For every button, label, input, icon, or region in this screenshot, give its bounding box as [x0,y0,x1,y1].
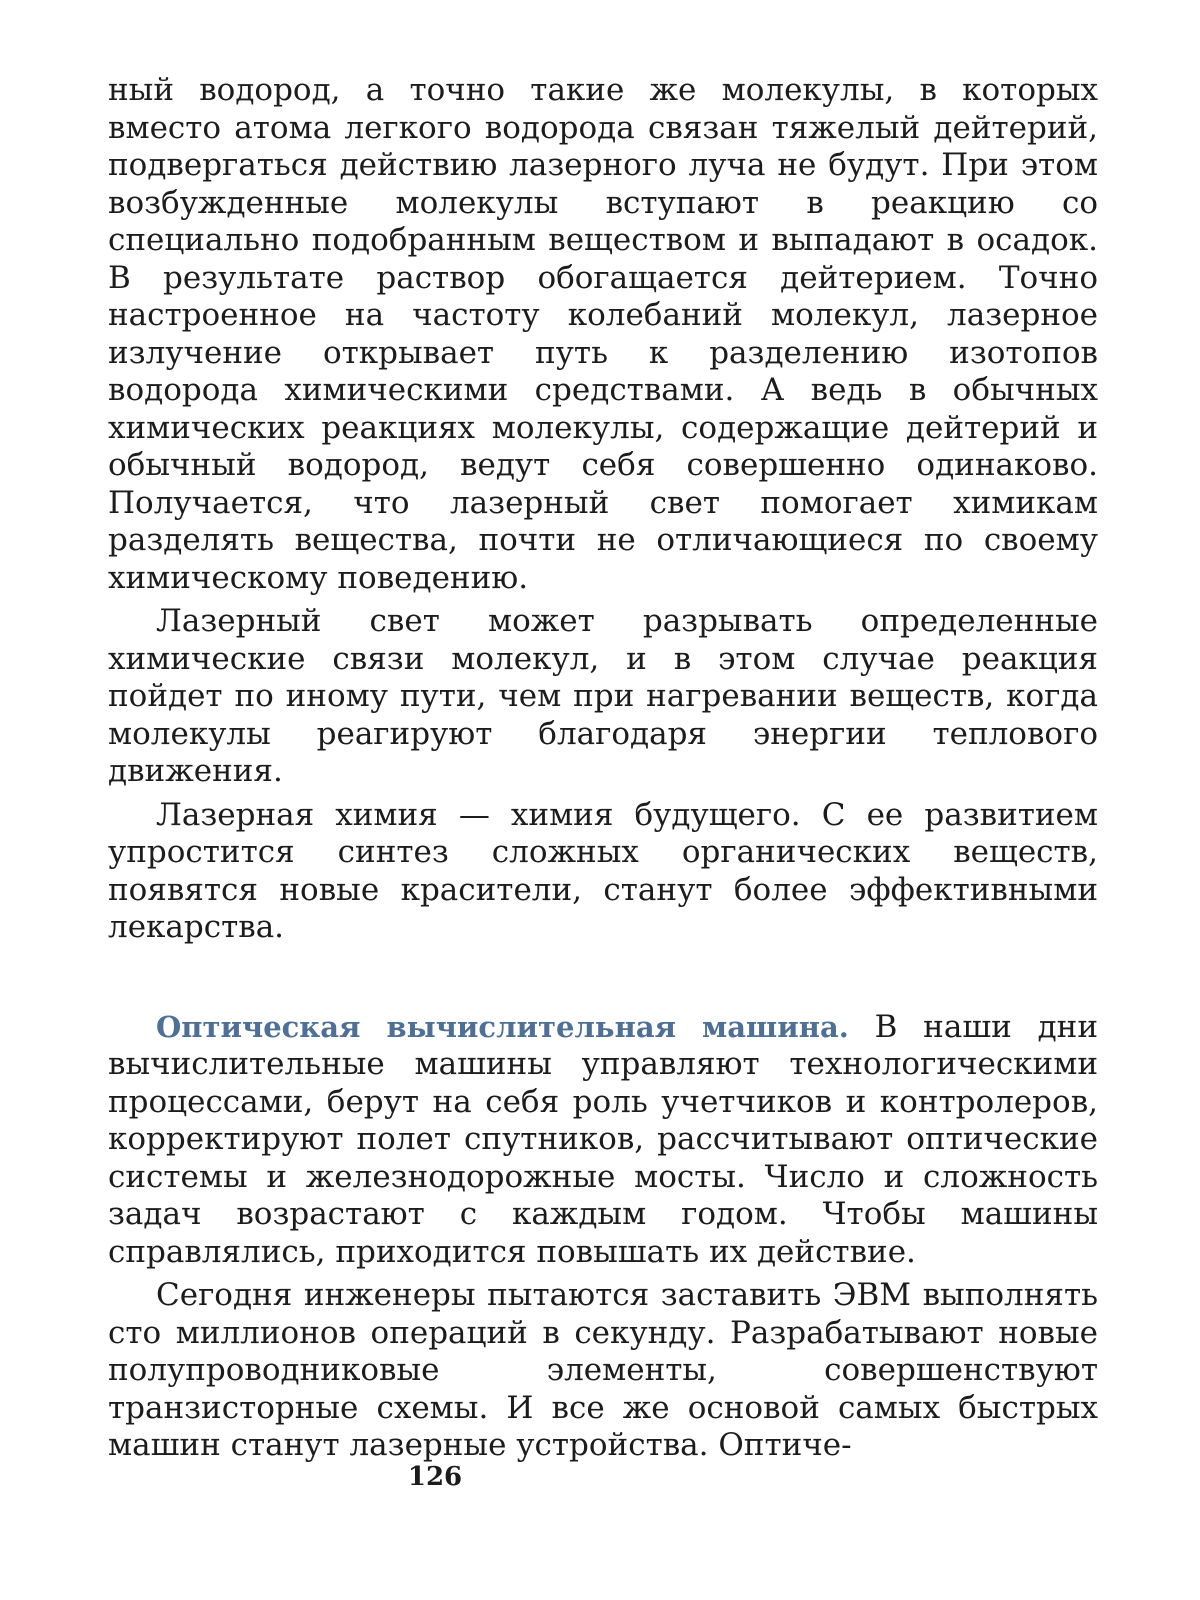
section-heading: Оптическая вычислительная машина. [156,1010,849,1044]
page-number: 126 [0,1462,870,1492]
paragraph-optical-computer [108,1009,1098,1272]
paragraph-engineers: Сегодня инженеры пытаются заставить ЭВМ выполнять сто миллионов операций в секунду. Разрабатывают новые полупроводниковые элементы, совершенствуют транзисторные схемы. И все же основой самых быстрых машин станут лазерные устройства. Оптиче- [108,1277,1098,1465]
paragraph-laser-chemistry: Лазерная химия — химия будущего. С ее развитием упростится синтез сложных органических веществ, появятся новые красители, станут более эффективными лекарства. [108,797,1098,947]
paragraph-deuterium: ный водород, а точно такие же молекулы, в которых вместо атома легкого водорода связан тяжелый дейтерий, подвергаться действию лазерного луча не будут. При этом возбужденные молекулы вступают в реакцию со специально подобранным веществом и выпадают в осадок. В результате раствор обогащается дейтерием. Точно настроенное на частоту колебаний молекул, лазерное излучение открывает путь к разделению изотопов водорода химическими средствами. А ведь в обычных химических реакциях молекулы, содержащие дейтерий и обычный водород, ведут себя совершенно одинаково. Получается, что лазерный свет помогает химикам разделять вещества, почти не отличающиеся по своему химическому поведению. [108,72,1098,597]
paragraph-bond-breaking: Лазерный свет может разрывать определенные химические связи молекул, и в этом случае реакция пойдет по иному пути, чем при нагревании веществ, когда молекулы реагируют благодаря энергии теплового движения. [108,603,1098,791]
section-body: В наши дни вычислительные машины управляют технологическими процессами, берут на себя роль учетчиков и контролеров, корректируют полет спутников, рассчитывают оптические системы и железнодорожные мосты. Число и сложность задач возрастают с каждым годом. Чтобы машины справлялись, приходится повышать их действие. [108,1009,1098,1270]
page-text [108,72,1098,1465]
